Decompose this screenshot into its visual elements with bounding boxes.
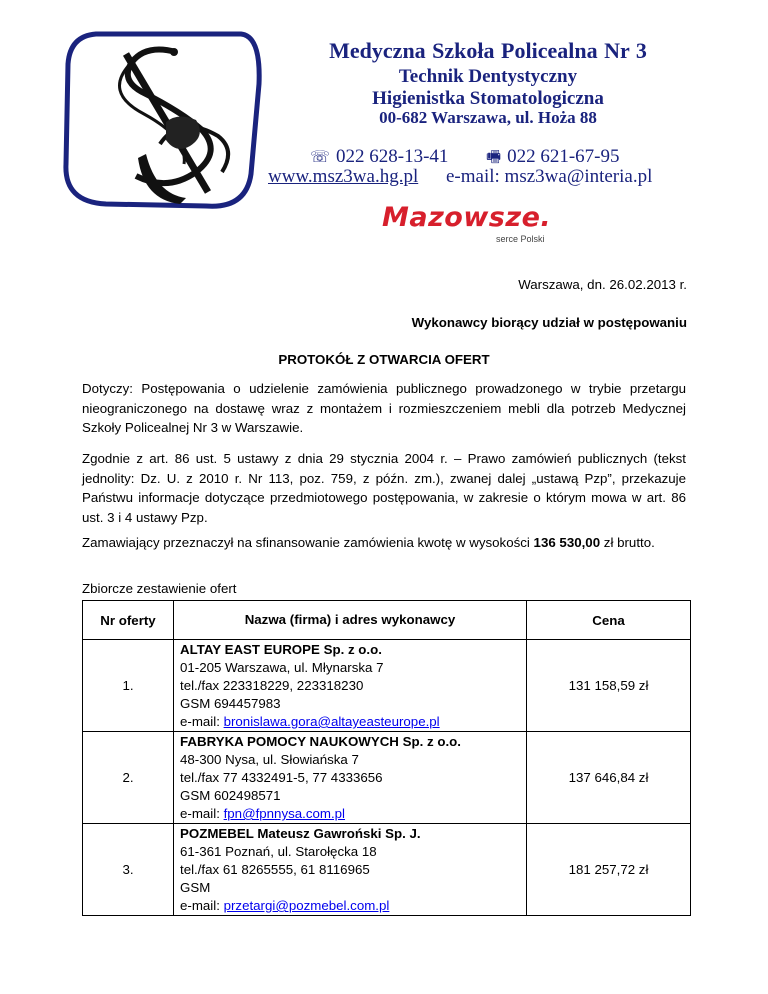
email-label: e-mail: bbox=[180, 898, 224, 913]
school-specialty-1: Technik Dentystyczny bbox=[398, 66, 578, 87]
table-row bbox=[83, 732, 691, 824]
contractor-details bbox=[174, 732, 527, 824]
school-address: 00-682 Warszawa, ul. Hoża 88 bbox=[379, 108, 597, 127]
contractor-gsm: GSM bbox=[180, 880, 211, 895]
document-title: PROTOKÓŁ Z OTWARCIA OFERT bbox=[278, 352, 490, 367]
contractor-email-link[interactable]: fpn@fpnnysa.com.pl bbox=[223, 806, 346, 821]
subject-paragraph: Dotyczy: Postępowania o udzielenie zamówienia publicznego prowadzonego w trybie przetargu nieograniczonego na dostawę wraz z montażem i rozmieszczeniem mebli dla potrzeb Medycznej Szkoły Policealnej Nr 3 w Warszawie. bbox=[82, 381, 686, 435]
mazowsze-logo bbox=[382, 202, 562, 250]
contractor-name: ALTAY EAST EUROPE Sp. z o.o. bbox=[180, 642, 382, 657]
header-contractor: Nazwa (firma) i adres wykonawcy bbox=[174, 601, 527, 640]
school-name: Medyczna Szkoła Policealna Nr 3 bbox=[329, 38, 647, 63]
table-row bbox=[83, 640, 691, 732]
offer-number: 3. bbox=[83, 824, 174, 916]
contractor-gsm: GSM 694457983 bbox=[180, 696, 281, 711]
website-link[interactable]: www.msz3wa.hg.pl bbox=[268, 166, 419, 187]
legal-basis-paragraph: Zgodnie z art. 86 ust. 5 ustawy z dnia 29 stycznia 2004 r. – Prawo zamówień publicznych (tekst jednolity: Dz. U. z 2010 r. Nr 113, poz. 759, z późn. zm.), zwanej dalej „ustawą Pzp”, przekazuje Państwu informacje dotyczące przedmiotowego postępowania, w zakresie o którym mowa w art. 86 ust. 3 i 4 ustawy Pzp. bbox=[82, 451, 686, 525]
contractor-phone: tel./fax 61 8265555, 61 8116965 bbox=[180, 862, 370, 877]
email-contact[interactable]: e-mail: msz3wa@interia.pl bbox=[446, 166, 653, 187]
budget-suffix: zł brutto. bbox=[600, 535, 655, 550]
school-logo-emblem bbox=[56, 24, 266, 214]
contractor-address: 48-300 Nysa, ul. Słowiańska 7 bbox=[180, 752, 359, 767]
email-label: e-mail: bbox=[180, 806, 224, 821]
contractor-phone: tel./fax 77 4332491-5, 77 4333656 bbox=[180, 770, 383, 785]
budget-prefix: Zamawiający przeznaczył na sfinansowanie zamówienia kwotę w wysokości bbox=[82, 535, 534, 550]
phone-number: 022 628-13-41 bbox=[336, 146, 449, 167]
budget-amount: 136 530,00 bbox=[533, 535, 601, 550]
phone-contact bbox=[310, 146, 448, 168]
contractor-phone: tel./fax 223318229, 223318230 bbox=[180, 678, 364, 693]
offers-table bbox=[82, 600, 691, 916]
contractor-gsm: GSM 602498571 bbox=[180, 788, 281, 803]
school-specialty-2: Higienistka Stomatologiczna bbox=[372, 88, 604, 109]
contractor-email-line bbox=[180, 897, 520, 915]
contractor-name: FABRYKA POMOCY NAUKOWYCH Sp. z o.o. bbox=[180, 734, 461, 749]
offer-price: 181 257,72 zł bbox=[527, 824, 691, 916]
mazowsze-wordmark: Mazowsze. bbox=[382, 202, 552, 233]
header-offer-number: Nr oferty bbox=[83, 601, 174, 640]
contractor-name: POZMEBEL Mateusz Gawroński Sp. J. bbox=[180, 826, 421, 841]
email-label: e-mail: bbox=[180, 714, 224, 729]
header-price: Cena bbox=[527, 601, 691, 640]
mazowsze-tagline: serce Polski bbox=[496, 234, 545, 244]
offer-number: 1. bbox=[83, 640, 174, 732]
contractor-address: 01-205 Warszawa, ul. Młynarska 7 bbox=[180, 660, 384, 675]
letter-date: Warszawa, dn. 26.02.2013 r. bbox=[518, 277, 687, 292]
fax-number: 022 621-67-95 bbox=[507, 146, 620, 167]
fax-icon: 🖷 bbox=[486, 149, 502, 166]
table-row bbox=[83, 824, 691, 916]
telephone-icon: ☏ bbox=[310, 149, 331, 166]
table-caption: Zbiorcze zestawienie ofert bbox=[82, 581, 237, 596]
contractor-email-link[interactable]: przetargi@pozmebel.com.pl bbox=[223, 898, 390, 913]
contractor-address: 61-361 Poznań, ul. Starołęcka 18 bbox=[180, 844, 377, 859]
offer-price: 137 646,84 zł bbox=[527, 732, 691, 824]
contractor-email-line bbox=[180, 713, 520, 731]
contractor-email-line bbox=[180, 805, 520, 823]
contractor-details bbox=[174, 824, 527, 916]
contractor-details bbox=[174, 640, 527, 732]
table-header-row bbox=[83, 601, 691, 640]
offer-number: 2. bbox=[83, 732, 174, 824]
contractor-email-link[interactable]: bronislawa.gora@altayeasteurope.pl bbox=[223, 714, 440, 729]
letter-addressee: Wykonawcy biorący udział w postępowaniu bbox=[411, 315, 687, 330]
offer-price: 131 158,59 zł bbox=[527, 640, 691, 732]
budget-paragraph bbox=[82, 533, 686, 553]
